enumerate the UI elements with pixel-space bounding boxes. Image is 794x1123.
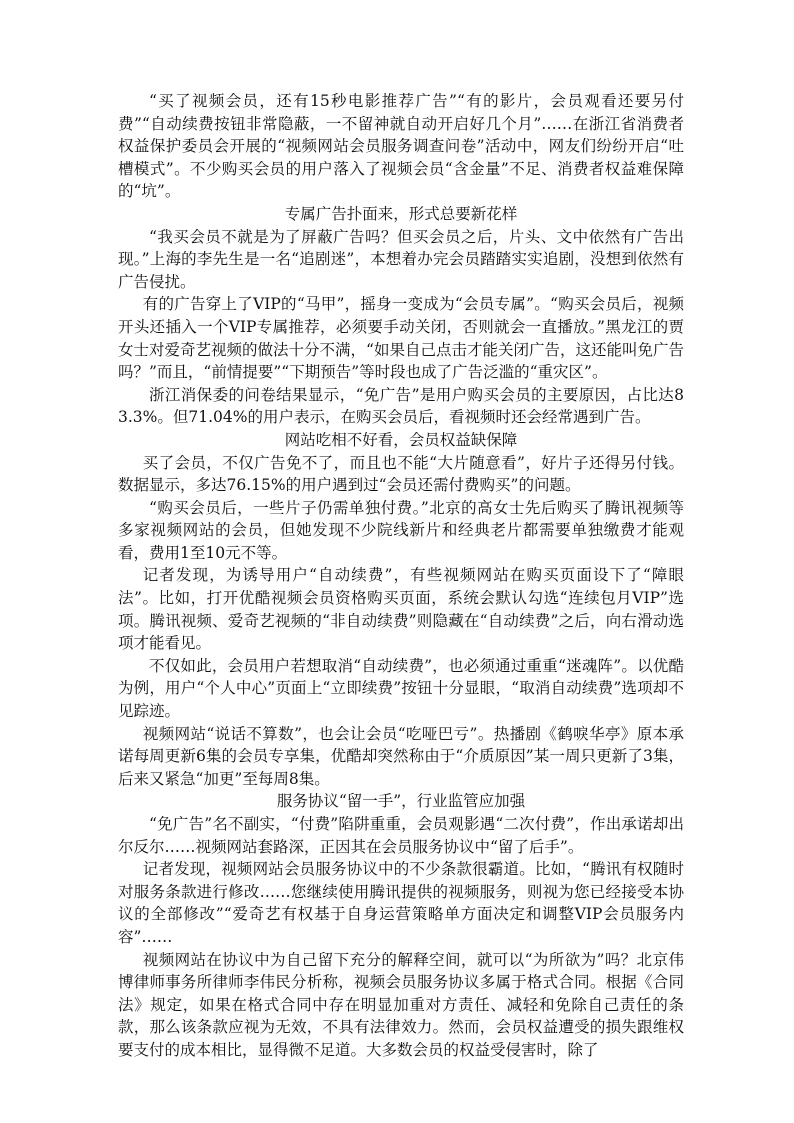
paragraph-agreement-clauses: 记者发现，视频网站会员服务协议中的不少条款很霸道。比如，“腾讯有权随时对服务条款进行修改……您继续使用腾讯提供的视频服务，则视为您已经接受本协议的全部修改”“爱奇艺有权基于自身运营策略单方面决定和调整VIP会员服务内容”…… — [118, 860, 684, 946]
paragraph-intro: “买了视频会员，还有15秒电影推荐广告”“有的影片，会员观看还要另付费”“自动续费按钮非常隐蔽，一不留神就自动开启好几个月”……在浙江省消费者权益保护委员会开展的“视频网站会员服务调查问卷”活动中，网友们纷纷开启“吐槽模式”。不少购买会员的用户落入了视频会员“含金量”不足、消费者权益难保障的“坑”。 — [118, 92, 684, 201]
paragraph-li-xiansheng: “我买会员不就是为了屏蔽广告吗？但买会员之后，片头、文中依然有广告出现。”上海的李先生是一名“追剧迷”，本想着办完会员踏踏实实追剧，没想到依然有广告侵扰。 — [118, 227, 684, 291]
paragraph-gao-nvshi: “购买会员后，一些片子仍需单独付费。”北京的高女士先后购买了腾讯视频等多家视频网站的会员，但她发现不少院线新片和经典老片都需要单独缴费才能观看，费用1至10元不等。 — [118, 498, 684, 562]
paragraph-auto-renew: 记者发现，为诱导用户“自动续费”，有些视频网站在购买页面设下了“障眼法”。比如，打开优酷视频会员资格购买页面，系统会默认勾选“连续包月VIP”选项。腾讯视频、爱奇艺视频的“非自动续费”则隐藏在“自动续费”之后，向右滑动选项才能看见。 — [118, 566, 684, 653]
section-heading-ads: 专属广告扑面来，形式总要新花样 — [284, 204, 518, 223]
paragraph-cancel-renew: 不仅如此，会员用户若想取消“自动续费”，也必须通过重重“迷魂阵”。以优酷为例，用户“个人中心”页面上“立即续费”按钮十分显眼，“取消自动续费”选项却不见踪迹。 — [118, 656, 684, 721]
section-heading-rights: 网站吃相不好看，会员权益缺保障 — [284, 430, 518, 449]
paragraph-vip-ads: 有的广告穿上了VIP的“马甲”，摇身一变成为“会员专属”。“购买会员后，视频开头还插入一个VIP专属推荐，必须要手动关闭，否则就会一直播放。”黑龙江的贾女士对爱奇艺视频的做法十分不满，“如果自己点击才能关闭广告，这还能叫免广告吗？”而且，“前情提要”“下期预告”等时段也成了广告泛滥的“重灾区”。 — [118, 295, 684, 382]
paragraph-survey-results: 浙江消保委的问卷结果显示，“免广告”是用户购买会员的主要原因，占比达83.3%。但71.04%的用户表示，在购买会员后，看视频时还会经常遇到广告。 — [118, 385, 684, 427]
document-page — [118, 90, 684, 1062]
paragraph-broken-promise: 视频网站“说话不算数”，也会让会员“吃哑巴亏”。热播剧《鹤唳华亭》原本承诺每周更新6集的会员专享集，优酷却突然称由于“介质原因”某一周只更新了3集，后来又紧急“加更”至每周8集。 — [118, 724, 684, 788]
paragraph-agreement-intro: “免广告”名不副实，“付费”陷阱重重，会员观影遇“二次付费”，作出承诺却出尔反尔……视频网站套路深，正因其在会员服务协议中“留了后手”。 — [118, 815, 684, 856]
section-heading-agreement: 服务协议“留一手”，行业监管应加强 — [276, 792, 526, 811]
paragraph-extra-payment: 买了会员，不仅广告免不了，而且也不能“大片随意看”，好片子还得另付钱。数据显示，多达76.15%的用户遇到过“会员还需付费购买”的问题。 — [118, 453, 684, 495]
paragraph-lawyer-analysis: 视频网站在协议中为自己留下充分的解释空间，就可以“为所欲为”吗？北京伟博律师事务所律师李伟民分析称，视频会员服务协议多属于格式合同。根据《合同法》规定，如果在格式合同中存在明显加重对方责任、减轻和免除自己责任的条款，那么该条款应视为无效，不具有法律效力。然而，会员权益遭受的损失跟维权要支付的成本相比，显得微不足道。大多数会员的权益受侵害时，除了 — [118, 950, 684, 1059]
